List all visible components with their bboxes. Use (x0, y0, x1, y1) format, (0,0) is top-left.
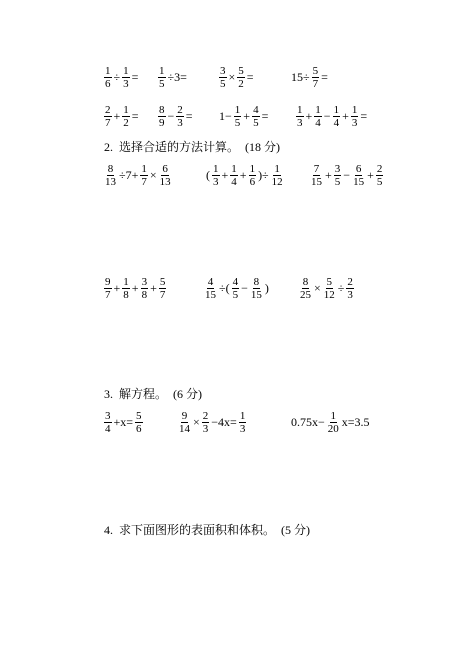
denominator: 7 (159, 288, 166, 301)
section-points: (6 分) (173, 387, 203, 401)
denominator: 15 (205, 288, 216, 301)
numerator: 5 (136, 409, 142, 422)
numerator: 1 (333, 103, 340, 116)
fraction (299, 276, 312, 301)
numerator: 1 (249, 162, 256, 175)
denominator: 13 (105, 175, 116, 188)
fraction (140, 163, 148, 188)
numerator: 3 (105, 409, 111, 422)
numerator: 1 (239, 409, 246, 422)
math-problem (295, 99, 368, 133)
math-problem (177, 405, 247, 439)
denominator: 7 (105, 288, 111, 301)
denominator: 3 (297, 116, 303, 129)
denominator: 5 (220, 77, 226, 90)
denominator: 9 (159, 116, 165, 129)
numerator: 5 (238, 64, 244, 77)
math-problem (203, 271, 270, 305)
numerator: 1 (123, 64, 129, 77)
section-heading (104, 138, 280, 155)
operator-text: + (243, 109, 251, 123)
fraction (271, 163, 284, 188)
fraction (312, 65, 320, 90)
fraction (219, 65, 227, 90)
denominator: 3 (351, 116, 358, 129)
denominator: 20 (327, 422, 339, 435)
operator-text: − (167, 109, 175, 123)
numerator: 1 (330, 409, 337, 422)
denominator: 6 (136, 422, 142, 435)
numerator: 4 (232, 275, 239, 288)
operator-text: + (367, 168, 374, 182)
fraction (104, 104, 112, 129)
numerator: 3 (334, 162, 341, 175)
operator-text: × (314, 281, 321, 295)
operator-text: = (185, 109, 193, 123)
operator-text: ÷ (113, 70, 121, 84)
math-problem (103, 405, 144, 439)
denominator: 8 (123, 288, 129, 301)
numerator: 5 (326, 275, 333, 288)
fraction (212, 163, 220, 188)
numerator: 1 (213, 162, 219, 175)
section-number: 4. (104, 523, 113, 537)
numerator: 1 (105, 64, 111, 77)
operator-text: ( (206, 168, 210, 182)
denominator: 5 (232, 288, 239, 301)
fraction (135, 410, 143, 435)
operator-text: = (360, 109, 368, 123)
numerator: 8 (107, 162, 114, 175)
operator-text: = (131, 70, 139, 84)
fraction (314, 104, 322, 129)
operator-text: = (131, 109, 139, 123)
operator-text: 0.75x− (291, 415, 325, 429)
numerator: 1 (297, 103, 303, 116)
denominator: 6 (249, 175, 256, 188)
math-problem (309, 158, 384, 192)
denominator: 15 (250, 288, 262, 301)
denominator: 15 (311, 175, 322, 188)
numerator: 9 (181, 409, 188, 422)
fraction (333, 104, 341, 129)
fraction (158, 104, 166, 129)
numerator: 4 (207, 275, 214, 288)
fraction (252, 104, 260, 129)
operator-text: 15÷ (291, 70, 310, 84)
section-number: 3. (104, 387, 113, 401)
section-points: (18 分) (245, 140, 281, 154)
math-problem (218, 60, 255, 94)
fraction (204, 276, 217, 301)
denominator: 5 (234, 116, 241, 129)
math-problem (205, 158, 285, 192)
numerator: 1 (159, 64, 165, 77)
numerator: 8 (302, 275, 309, 288)
denominator: 3 (123, 77, 129, 90)
fraction (104, 276, 112, 301)
fraction (202, 410, 210, 435)
operator-text: ÷( (219, 281, 230, 295)
denominator: 7 (312, 77, 319, 90)
numerator: 8 (253, 275, 260, 288)
operator-text: − (323, 109, 331, 123)
numerator: 1 (274, 162, 280, 175)
operator-text: +x= (113, 415, 134, 429)
numerator: 1 (351, 103, 358, 116)
numerator: 7 (313, 162, 320, 175)
problem-row (0, 99, 474, 133)
fraction (122, 276, 130, 301)
operator-text: ÷3= (167, 70, 187, 84)
numerator: 5 (312, 64, 319, 77)
numerator: 2 (105, 103, 111, 116)
operator-text: + (131, 281, 139, 295)
math-problem (103, 99, 140, 133)
operator-text: − (241, 281, 248, 295)
numerator: 2 (347, 275, 353, 288)
fraction (376, 163, 384, 188)
section-points: (5 分) (281, 523, 311, 537)
numerator: 6 (355, 162, 362, 175)
numerator: 6 (162, 162, 168, 175)
operator-text: ) (264, 281, 269, 295)
fraction (104, 163, 117, 188)
fraction (230, 163, 238, 188)
problem-row (0, 405, 474, 439)
denominator: 4 (231, 175, 237, 188)
fraction (104, 410, 112, 435)
math-problem (218, 99, 269, 133)
fraction (323, 276, 336, 301)
fraction (351, 104, 359, 129)
operator-text: + (113, 281, 121, 295)
math-problem (290, 60, 329, 94)
section-title: 选择合适的方法计算。 (119, 140, 240, 154)
denominator: 4 (333, 116, 340, 129)
denominator: 12 (271, 175, 283, 188)
fraction (104, 65, 112, 90)
numerator: 1 (315, 103, 321, 116)
operator-text: ÷7+ (119, 168, 139, 182)
numerator: 2 (177, 103, 183, 116)
fraction (158, 65, 166, 90)
fraction (249, 163, 257, 188)
section-heading (104, 385, 202, 402)
fraction (176, 104, 184, 129)
operator-text: × (228, 70, 236, 84)
fraction (234, 104, 242, 129)
fraction (310, 163, 323, 188)
math-problem (298, 271, 355, 305)
numerator: 9 (105, 275, 111, 288)
fraction (122, 65, 130, 90)
numerator: 1 (234, 103, 241, 116)
fraction (346, 276, 354, 301)
fraction (141, 276, 149, 301)
operator-text: ÷ (337, 281, 345, 295)
fraction (250, 276, 263, 301)
denominator: 2 (123, 116, 129, 129)
numerator: 4 (253, 103, 259, 116)
operator-text: 1− (219, 109, 232, 123)
fraction (296, 104, 304, 129)
denominator: 3 (177, 116, 183, 129)
numerator: 1 (123, 103, 129, 116)
problem-row (0, 271, 474, 305)
operator-text: + (150, 281, 157, 295)
denominator: 14 (179, 422, 190, 435)
math-problem (103, 158, 173, 192)
denominator: 5 (376, 175, 383, 188)
operator-text: = (321, 70, 328, 84)
denominator: 15 (353, 175, 365, 188)
operator-text: + (239, 168, 247, 182)
operator-text: = (246, 70, 254, 84)
fraction (334, 163, 342, 188)
denominator: 3 (213, 175, 219, 188)
operator-text: + (342, 109, 349, 123)
numerator: 5 (159, 275, 166, 288)
fraction (178, 410, 191, 435)
problem-row (0, 60, 474, 94)
numerator: 2 (376, 162, 383, 175)
numerator: 8 (159, 103, 165, 116)
operator-text: + (113, 109, 121, 123)
section-heading (104, 521, 310, 538)
fraction (237, 65, 245, 90)
denominator: 3 (202, 422, 209, 435)
problem-row (0, 158, 474, 192)
operator-text: )÷ (258, 168, 269, 182)
section-title: 求下面图形的表面积和体积。 (119, 523, 276, 537)
fraction (159, 163, 172, 188)
denominator: 4 (315, 116, 321, 129)
operator-text: × (149, 168, 157, 182)
denominator: 7 (105, 116, 111, 129)
fraction (122, 104, 130, 129)
denominator: 3 (347, 288, 353, 301)
operator-text: + (305, 109, 313, 123)
numerator: 1 (123, 275, 129, 288)
denominator: 5 (334, 175, 341, 188)
denominator: 5 (159, 77, 165, 90)
denominator: 7 (141, 175, 147, 188)
numerator: 1 (141, 162, 147, 175)
math-problem (290, 405, 371, 439)
section-title: 解方程。 (119, 387, 168, 401)
denominator: 12 (323, 288, 335, 301)
numerator: 1 (231, 162, 237, 175)
operator-text: −4x= (211, 415, 237, 429)
denominator: 5 (253, 116, 259, 129)
denominator: 25 (300, 288, 311, 301)
fraction (159, 276, 167, 301)
operator-text: − (343, 168, 351, 182)
operator-text: + (221, 168, 229, 182)
denominator: 13 (159, 175, 171, 188)
denominator: 8 (141, 288, 148, 301)
operator-text: x=3.5 (341, 415, 370, 429)
operator-text: = (261, 109, 269, 123)
fraction (352, 163, 365, 188)
math-problem (157, 60, 188, 94)
fraction (239, 410, 247, 435)
numerator: 3 (141, 275, 148, 288)
math-problem (103, 60, 139, 94)
operator-text: × (193, 415, 200, 429)
operator-text: + (325, 168, 332, 182)
fraction (327, 410, 340, 435)
denominator: 4 (105, 422, 111, 435)
numerator: 3 (220, 64, 226, 77)
math-problem (157, 99, 194, 133)
math-problem (103, 271, 167, 305)
section-number: 2. (104, 140, 113, 154)
denominator: 6 (105, 77, 111, 90)
denominator: 2 (238, 77, 244, 90)
denominator: 3 (239, 422, 246, 435)
fraction (232, 276, 240, 301)
numerator: 2 (202, 409, 209, 422)
